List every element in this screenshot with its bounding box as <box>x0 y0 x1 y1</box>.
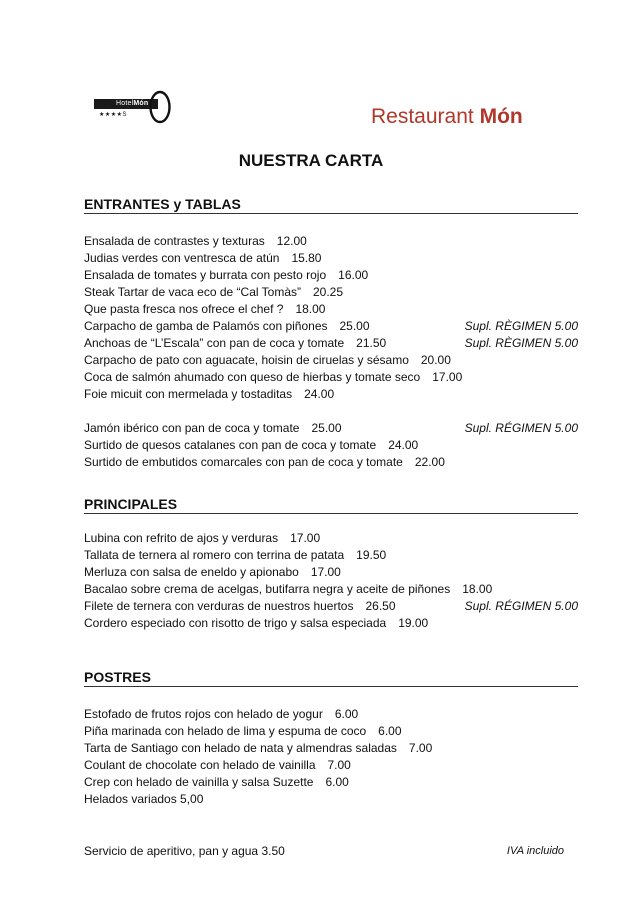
logo-stars: ★★★★S <box>99 112 128 118</box>
menu-item: Crep con helado de vainilla y salsa Suzette 6.00 <box>84 775 349 789</box>
menu-item: Surtido de embutidos comarcales con pan de coca y tomate 22.00 <box>84 455 445 469</box>
menu-item: Judias verdes con ventresca de atún 15.80 <box>84 251 322 265</box>
section-heading-postres: POSTRES <box>84 668 578 687</box>
section-heading-principales: PRINCIPALES <box>84 495 578 514</box>
menu-item: Steak Tartar de vaca eco de “Cal Tomàs” 20.25 <box>84 285 344 299</box>
menu-item: Coca de salmón ahumado con queso de hierbas y tomate seco 17.00 <box>84 370 463 384</box>
menu-item: Ensalada de tomates y burrata con pesto rojo 16.00 <box>84 268 369 282</box>
menu-item: Tarta de Santiago con helado de nata y almendras saladas 7.00 <box>84 741 433 755</box>
page-title: NUESTRA CARTA <box>238 151 384 170</box>
menu-list-principales <box>84 530 578 632</box>
section-heading-entrantes: ENTRANTES y TABLAS <box>84 195 578 214</box>
menu-item: Bacalao sobre crema de acelgas, butifarra negra y aceite de piñones 18.00 <box>84 582 493 596</box>
menu-item: Merluza con salsa de eneldo y apionabo 17.00 <box>84 565 341 579</box>
menu-item: Anchoas de “L’Escala” con pan de coca y tomate 21.50 Supl. RÈGIMEN 5.00 <box>84 336 578 350</box>
menu-list-entrantes <box>84 233 578 471</box>
iva-note: IVA incluido <box>506 845 564 857</box>
menu-item: Estofado de frutos rojos con helado de yogur 6.00 <box>84 707 359 721</box>
menu-item: Ensalada de contrastes y texturas 12.00 <box>84 234 307 248</box>
supplement-note: Supl. RÉGIMEN 5.00 <box>464 421 578 435</box>
menu-item: Helados variados 5,00 <box>84 792 204 806</box>
menu-item: Tallata de ternera al romero con terrina de patata 19.50 <box>84 548 387 562</box>
supplement-note: Supl. RÈGIMEN 5.00 <box>464 319 578 333</box>
service-charge: Servicio de aperitivo, pan y agua 3.50 <box>84 844 285 858</box>
logo-text: HotelMón <box>116 100 149 107</box>
menu-item: Cordero especiado con risotto de trigo y salsa especiada 19.00 <box>84 616 429 630</box>
hotel-logo <box>94 90 176 126</box>
menu-item: Jamón ibérico con pan de coca y tomate 25.00 Supl. RÉGIMEN 5.00 <box>84 421 578 435</box>
restaurant-name: Restaurant Món <box>371 105 523 128</box>
menu-item: Coulant de chocolate con helado de vainilla 7.00 <box>84 758 351 772</box>
menu-item: Carpacho de pato con aguacate, hoisin de ciruelas y sésamo 20.00 <box>84 353 451 367</box>
menu-item: Que pasta fresca nos ofrece el chef ? 18.00 <box>84 302 326 316</box>
menu-list-postres <box>84 706 578 808</box>
menu-item: Surtido de quesos catalanes con pan de coca y tomate 24.00 <box>84 438 419 452</box>
menu-item: Piña marinada con helado de lima y espuma de coco 6.00 <box>84 724 402 738</box>
footer <box>84 843 564 860</box>
menu-item: Foie micuit con mermelada y tostaditas 24.00 <box>84 387 335 401</box>
menu-item: Lubina con refrito de ajos y verduras 17.00 <box>84 531 321 545</box>
menu-item: Carpacho de gamba de Palamós con piñones 25.00 Supl. RÈGIMEN 5.00 <box>84 319 578 333</box>
supplement-note: Supl. RÈGIMEN 5.00 <box>464 336 578 350</box>
logo-o-icon <box>148 90 172 124</box>
menu-item: Filete de ternera con verduras de nuestros huertos 26.50 Supl. RÉGIMEN 5.00 <box>84 599 578 613</box>
supplement-note: Supl. RÉGIMEN 5.00 <box>464 599 578 613</box>
